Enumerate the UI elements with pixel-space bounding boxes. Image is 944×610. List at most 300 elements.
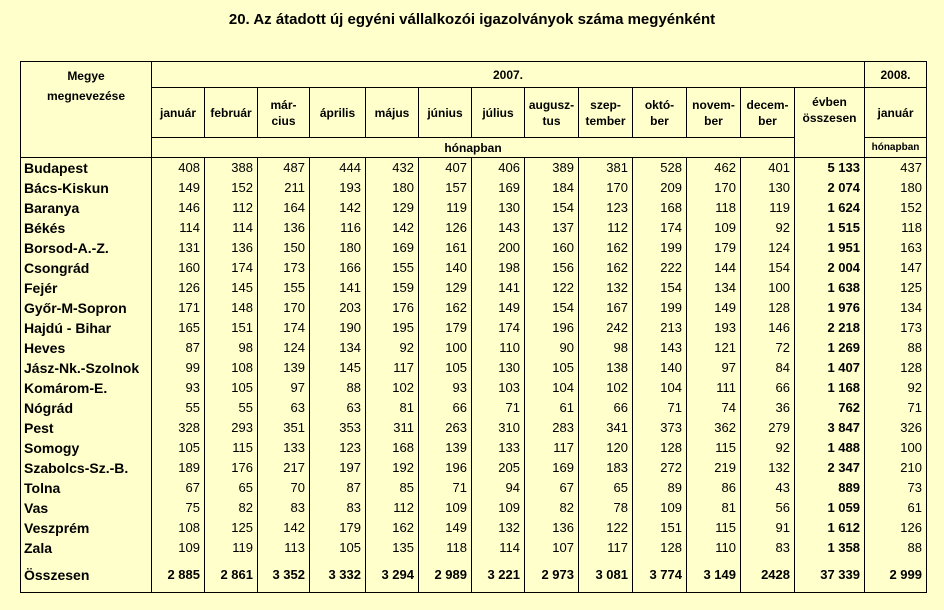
month-value: 67 xyxy=(525,478,579,498)
month-value: 116 xyxy=(310,218,366,238)
month-value: 128 xyxy=(633,438,687,458)
year-total-value: 889 xyxy=(795,478,865,498)
month-value: 198 xyxy=(472,258,525,278)
month-value: 86 xyxy=(687,478,741,498)
month-header-line2: ber xyxy=(758,113,777,128)
region-name: Békés xyxy=(21,218,152,238)
month-header-line1: augusz- xyxy=(528,97,575,112)
region-name: Borsod-A.-Z. xyxy=(21,238,152,258)
month-value: 195 xyxy=(366,318,419,338)
month-value: 144 xyxy=(687,258,741,278)
month-value: 209 xyxy=(633,178,687,198)
month-value: 134 xyxy=(687,278,741,298)
month-value: 149 xyxy=(472,298,525,318)
month-value: 67 xyxy=(152,478,205,498)
month-value: 203 xyxy=(310,298,366,318)
region-name: Veszprém xyxy=(21,518,152,538)
month-header-line1: május xyxy=(374,105,410,120)
month-value: 170 xyxy=(687,178,741,198)
table-row xyxy=(21,438,927,458)
month-value: 180 xyxy=(310,238,366,258)
year-total-value: 1 358 xyxy=(795,538,865,558)
table-row xyxy=(21,158,927,179)
month-value: 78 xyxy=(579,498,633,518)
month-value: 120 xyxy=(579,438,633,458)
year-total-value: 1 407 xyxy=(795,358,865,378)
month-value: 222 xyxy=(633,258,687,278)
month-value: 114 xyxy=(152,218,205,238)
month-value: 162 xyxy=(579,258,633,278)
month-value: 100 xyxy=(419,338,472,358)
month-value: 132 xyxy=(579,278,633,298)
jan-2008-value: 2 999 xyxy=(865,558,927,593)
month-value: 61 xyxy=(525,398,579,418)
month-value: 162 xyxy=(579,238,633,258)
region-name: Szabolcs-Sz.-B. xyxy=(21,458,152,478)
region-name: Somogy xyxy=(21,438,152,458)
table-row xyxy=(21,178,927,198)
month-value: 180 xyxy=(366,178,419,198)
region-name: Budapest xyxy=(21,158,152,179)
month-header xyxy=(525,88,579,138)
month-value: 389 xyxy=(525,158,579,179)
month-value: 141 xyxy=(472,278,525,298)
year-total-value: 1 488 xyxy=(795,438,865,458)
region-name: Hajdú - Bihar xyxy=(21,318,152,338)
month-value: 136 xyxy=(205,238,258,258)
month-value: 293 xyxy=(205,418,258,438)
month-value: 3 294 xyxy=(366,558,419,593)
month-value: 87 xyxy=(152,338,205,358)
month-value: 196 xyxy=(419,458,472,478)
month-value: 128 xyxy=(633,538,687,558)
month-value: 110 xyxy=(687,538,741,558)
month-value: 143 xyxy=(472,218,525,238)
month-value: 65 xyxy=(579,478,633,498)
month-header-line1: már- xyxy=(270,97,297,112)
month-header-line2: tember xyxy=(585,113,626,128)
month-value: 97 xyxy=(258,378,310,398)
table-row xyxy=(21,498,927,518)
month-value: 3 352 xyxy=(258,558,310,593)
month-value: 179 xyxy=(687,238,741,258)
month-value: 165 xyxy=(152,318,205,338)
month-value: 72 xyxy=(741,338,795,358)
month-value: 351 xyxy=(258,418,310,438)
month-value: 159 xyxy=(366,278,419,298)
month-header-line1: április xyxy=(319,105,356,120)
month-value: 143 xyxy=(633,338,687,358)
month-value: 149 xyxy=(687,298,741,318)
year-2008-header: 2008. xyxy=(865,62,927,88)
month-value: 134 xyxy=(310,338,366,358)
year-total-value: 762 xyxy=(795,398,865,418)
jan-2008-value: 118 xyxy=(865,218,927,238)
region-name: Zala xyxy=(21,538,152,558)
month-value: 164 xyxy=(258,198,310,218)
table-row xyxy=(21,238,927,258)
jan-2008-value: 173 xyxy=(865,318,927,338)
month-value: 111 xyxy=(687,378,741,398)
data-table-wrapper xyxy=(20,61,927,593)
year-total-value: 2 218 xyxy=(795,318,865,338)
month-value: 139 xyxy=(419,438,472,458)
table-row xyxy=(21,358,927,378)
jan-2008-value: 61 xyxy=(865,498,927,518)
month-header xyxy=(633,88,687,138)
jan-2008-value: 152 xyxy=(865,198,927,218)
month-value: 90 xyxy=(525,338,579,358)
month-value: 117 xyxy=(366,358,419,378)
month-value: 105 xyxy=(525,358,579,378)
month-value: 156 xyxy=(525,258,579,278)
month-value: 341 xyxy=(579,418,633,438)
month-value: 154 xyxy=(741,258,795,278)
jan-2008-value: 73 xyxy=(865,478,927,498)
month-value: 121 xyxy=(687,338,741,358)
month-value: 123 xyxy=(310,438,366,458)
month-value: 70 xyxy=(258,478,310,498)
year-total-value: 5 133 xyxy=(795,158,865,179)
jan-2008-value: 92 xyxy=(865,378,927,398)
page-title: 20. Az átadott új egyéni vállalkozói igazolványok száma megyénként xyxy=(228,11,716,28)
month-value: 83 xyxy=(741,538,795,558)
month-header xyxy=(258,88,310,138)
year-total-value: 1 269 xyxy=(795,338,865,358)
region-name: Baranya xyxy=(21,198,152,218)
jan-2008-value: 134 xyxy=(865,298,927,318)
month-value: 200 xyxy=(472,238,525,258)
month-value: 154 xyxy=(525,298,579,318)
month-value: 213 xyxy=(633,318,687,338)
month-value: 119 xyxy=(741,198,795,218)
month-header-line2: tus xyxy=(542,113,561,128)
month-header-line1: június xyxy=(427,105,463,120)
month-value: 132 xyxy=(741,458,795,478)
month-value: 130 xyxy=(741,178,795,198)
month-header xyxy=(472,88,525,138)
month-value: 109 xyxy=(633,498,687,518)
month-value: 135 xyxy=(366,538,419,558)
summary-row xyxy=(21,558,927,593)
jan-2008-value: 210 xyxy=(865,458,927,478)
month-value: 193 xyxy=(310,178,366,198)
month-value: 43 xyxy=(741,478,795,498)
month-header xyxy=(366,88,419,138)
month-value: 263 xyxy=(419,418,472,438)
table-row xyxy=(21,518,927,538)
region-name: Komárom-E. xyxy=(21,378,152,398)
month-value: 66 xyxy=(741,378,795,398)
region-name: Vas xyxy=(21,498,152,518)
month-value: 133 xyxy=(258,438,310,458)
year-total-value: 1 515 xyxy=(795,218,865,238)
month-value: 168 xyxy=(366,438,419,458)
month-value: 149 xyxy=(419,518,472,538)
month-header xyxy=(205,88,258,138)
month-value: 82 xyxy=(525,498,579,518)
month-header xyxy=(687,88,741,138)
month-value: 74 xyxy=(687,398,741,418)
month-value: 84 xyxy=(741,358,795,378)
region-name: Fejér xyxy=(21,278,152,298)
month-value: 110 xyxy=(472,338,525,358)
year-total-value: 1 059 xyxy=(795,498,865,518)
month-value: 83 xyxy=(310,498,366,518)
month-value: 55 xyxy=(152,398,205,418)
month-value: 407 xyxy=(419,158,472,179)
month-value: 114 xyxy=(472,538,525,558)
month-value: 92 xyxy=(741,218,795,238)
month-value: 168 xyxy=(633,198,687,218)
month-value: 444 xyxy=(310,158,366,179)
month-value: 205 xyxy=(472,458,525,478)
jan-2008-value: 125 xyxy=(865,278,927,298)
month-value: 89 xyxy=(633,478,687,498)
month-value: 193 xyxy=(687,318,741,338)
month-value: 99 xyxy=(152,358,205,378)
month-value: 92 xyxy=(366,338,419,358)
table-row xyxy=(21,318,927,338)
month-value: 119 xyxy=(419,198,472,218)
month-value: 65 xyxy=(205,478,258,498)
month-value: 66 xyxy=(579,398,633,418)
month-header-line1: decem- xyxy=(746,97,789,112)
month-value: 174 xyxy=(472,318,525,338)
month-value: 94 xyxy=(472,478,525,498)
region-name: Csongrád xyxy=(21,258,152,278)
month-value: 406 xyxy=(472,158,525,179)
month-value: 174 xyxy=(633,218,687,238)
month-value: 71 xyxy=(472,398,525,418)
month-header-line1: októ- xyxy=(644,97,675,112)
month-value: 104 xyxy=(633,378,687,398)
month-value: 142 xyxy=(310,198,366,218)
month-value: 115 xyxy=(687,438,741,458)
month-value: 119 xyxy=(205,538,258,558)
jan-2008-value: 437 xyxy=(865,158,927,179)
month-value: 97 xyxy=(687,358,741,378)
month-value: 199 xyxy=(633,298,687,318)
month-value: 197 xyxy=(310,458,366,478)
month-value: 162 xyxy=(419,298,472,318)
month-value: 167 xyxy=(579,298,633,318)
month-value: 401 xyxy=(741,158,795,179)
table-row xyxy=(21,218,927,238)
year-total-value: 1 976 xyxy=(795,298,865,318)
month-value: 112 xyxy=(579,218,633,238)
region-name: Pest xyxy=(21,418,152,438)
month-value: 140 xyxy=(419,258,472,278)
month-value: 381 xyxy=(579,158,633,179)
month-value: 2 885 xyxy=(152,558,205,593)
month-header-line2: ber xyxy=(650,113,669,128)
month-value: 2 973 xyxy=(525,558,579,593)
month-value: 88 xyxy=(310,378,366,398)
month-value: 142 xyxy=(366,218,419,238)
month-value: 150 xyxy=(258,238,310,258)
month-value: 353 xyxy=(310,418,366,438)
month-value: 75 xyxy=(152,498,205,518)
month-value: 328 xyxy=(152,418,205,438)
month-value: 137 xyxy=(525,218,579,238)
month-value: 136 xyxy=(258,218,310,238)
month-value: 3 081 xyxy=(579,558,633,593)
month-value: 183 xyxy=(579,458,633,478)
data-table xyxy=(20,61,927,593)
month-value: 112 xyxy=(366,498,419,518)
month-value: 2 989 xyxy=(419,558,472,593)
month-value: 487 xyxy=(258,158,310,179)
unit-2007-label: hónapban xyxy=(152,138,795,158)
month-value: 93 xyxy=(419,378,472,398)
month-value: 104 xyxy=(525,378,579,398)
month-value: 179 xyxy=(310,518,366,538)
month-value: 124 xyxy=(258,338,310,358)
month-value: 169 xyxy=(366,238,419,258)
table-row xyxy=(21,198,927,218)
month-value: 154 xyxy=(525,198,579,218)
month-value: 141 xyxy=(310,278,366,298)
month-value: 129 xyxy=(366,198,419,218)
month-value: 108 xyxy=(205,358,258,378)
month-header-line2: ber xyxy=(704,113,723,128)
month-value: 192 xyxy=(366,458,419,478)
year-2007-header: 2007. xyxy=(152,62,865,88)
month-value: 105 xyxy=(419,358,472,378)
month-value: 155 xyxy=(366,258,419,278)
month-value: 112 xyxy=(205,198,258,218)
month-value: 105 xyxy=(205,378,258,398)
table-row xyxy=(21,418,927,438)
month-value: 176 xyxy=(205,458,258,478)
table-row xyxy=(21,338,927,358)
month-value: 117 xyxy=(525,438,579,458)
month-value: 174 xyxy=(258,318,310,338)
table-row xyxy=(21,538,927,558)
month-value: 162 xyxy=(366,518,419,538)
month-value: 133 xyxy=(472,438,525,458)
region-header-line1: Megye xyxy=(67,69,105,83)
month-value: 109 xyxy=(687,218,741,238)
region-name: Heves xyxy=(21,338,152,358)
year-total-value: 37 339 xyxy=(795,558,865,593)
month-value: 93 xyxy=(152,378,205,398)
month-value: 161 xyxy=(419,238,472,258)
month-value: 149 xyxy=(152,178,205,198)
month-value: 108 xyxy=(152,518,205,538)
month-value: 196 xyxy=(525,318,579,338)
year-total-line1: évben xyxy=(812,95,847,109)
region-name: Tolna xyxy=(21,478,152,498)
month-value: 217 xyxy=(258,458,310,478)
month-value: 87 xyxy=(310,478,366,498)
year-total-value: 2 004 xyxy=(795,258,865,278)
month-value: 140 xyxy=(633,358,687,378)
region-header-line2: megnevezése xyxy=(46,89,126,103)
month-value: 462 xyxy=(687,158,741,179)
jan-2008-value: 326 xyxy=(865,418,927,438)
month-value: 124 xyxy=(741,238,795,258)
month-value: 408 xyxy=(152,158,205,179)
month-value: 169 xyxy=(525,458,579,478)
month-value: 63 xyxy=(310,398,366,418)
month-value: 160 xyxy=(152,258,205,278)
jan-2008-value: 88 xyxy=(865,538,927,558)
region-name: Bács-Kiskun xyxy=(21,178,152,198)
month-value: 174 xyxy=(205,258,258,278)
month-header xyxy=(579,88,633,138)
month-value: 373 xyxy=(633,418,687,438)
jan-2008-value: 88 xyxy=(865,338,927,358)
month-value: 171 xyxy=(152,298,205,318)
region-column-header xyxy=(21,62,152,158)
month-value: 131 xyxy=(152,238,205,258)
month-value: 71 xyxy=(633,398,687,418)
month-value: 109 xyxy=(472,498,525,518)
month-value: 173 xyxy=(258,258,310,278)
month-value: 145 xyxy=(205,278,258,298)
month-value: 138 xyxy=(579,358,633,378)
month-value: 55 xyxy=(205,398,258,418)
month-value: 128 xyxy=(741,298,795,318)
month-value: 219 xyxy=(687,458,741,478)
year-total-value: 1 624 xyxy=(795,198,865,218)
month-value: 151 xyxy=(205,318,258,338)
year-total-value: 1 612 xyxy=(795,518,865,538)
jan-2008-value: 100 xyxy=(865,438,927,458)
jan-2008-value: 180 xyxy=(865,178,927,198)
table-row xyxy=(21,278,927,298)
month-value: 123 xyxy=(579,198,633,218)
month-value: 151 xyxy=(633,518,687,538)
month-value: 113 xyxy=(258,538,310,558)
month-value: 98 xyxy=(579,338,633,358)
month-value: 122 xyxy=(579,518,633,538)
month-value: 114 xyxy=(205,218,258,238)
month-value: 160 xyxy=(525,238,579,258)
month-value: 115 xyxy=(205,438,258,458)
month-header-line1: január xyxy=(159,105,196,120)
unit-2008-label: hónapban xyxy=(865,138,927,158)
month-value: 129 xyxy=(419,278,472,298)
table-row xyxy=(21,478,927,498)
month-value: 125 xyxy=(205,518,258,538)
month-header-line1: július xyxy=(482,105,514,120)
month-value: 115 xyxy=(687,518,741,538)
month-header xyxy=(741,88,795,138)
month-value: 310 xyxy=(472,418,525,438)
jan-2008-value: 163 xyxy=(865,238,927,258)
month-value: 118 xyxy=(687,198,741,218)
month-value: 528 xyxy=(633,158,687,179)
month-header-line1: novem- xyxy=(692,97,735,112)
month-value: 176 xyxy=(366,298,419,318)
month-value: 2 861 xyxy=(205,558,258,593)
month-value: 126 xyxy=(152,278,205,298)
month-value: 311 xyxy=(366,418,419,438)
month-value: 132 xyxy=(472,518,525,538)
month-value: 362 xyxy=(687,418,741,438)
month-value: 130 xyxy=(472,198,525,218)
month-value: 63 xyxy=(258,398,310,418)
month-value: 107 xyxy=(525,538,579,558)
year-total-value: 1 638 xyxy=(795,278,865,298)
month-value: 170 xyxy=(579,178,633,198)
month-value: 179 xyxy=(419,318,472,338)
month-value: 242 xyxy=(579,318,633,338)
table-row xyxy=(21,398,927,418)
